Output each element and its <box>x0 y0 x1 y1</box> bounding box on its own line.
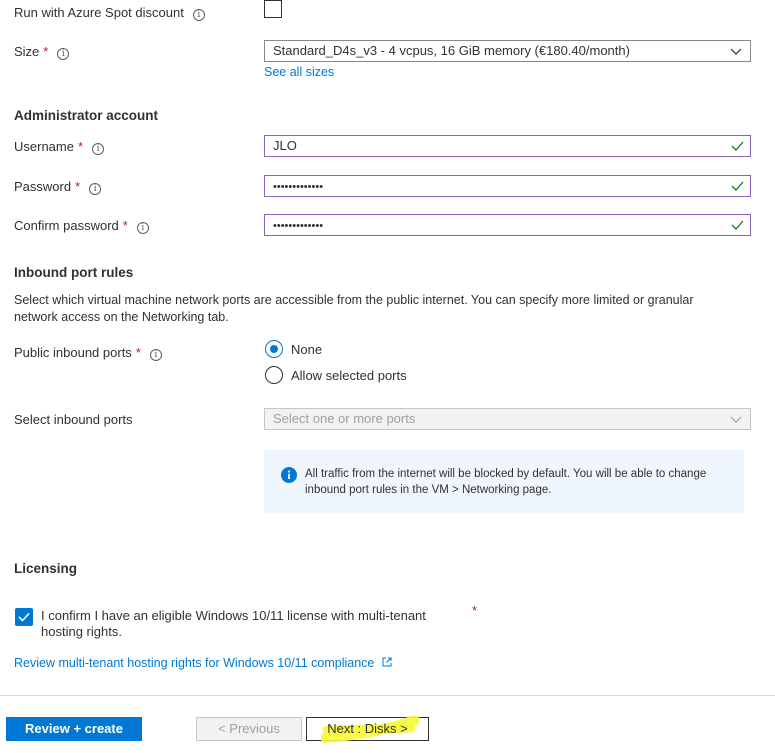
radio-none[interactable] <box>265 340 283 358</box>
size-select[interactable] <box>264 40 751 62</box>
inbound-description: Select which virtual machine network ports are accessible from the public internet. You can specify more limited or granular network access on the Networking tab. <box>14 293 694 324</box>
radio-allow-selected-ports-label[interactable]: Allow selected ports <box>291 368 407 383</box>
public-inbound-ports-label-text: Public inbound ports <box>14 345 132 360</box>
required-mark: * <box>43 44 49 59</box>
info-filled-icon <box>281 467 297 483</box>
license-confirm-checkbox[interactable] <box>15 608 33 626</box>
see-all-sizes-link[interactable]: See all sizes <box>264 65 335 79</box>
info-icon[interactable]: i <box>57 48 69 60</box>
size-label-text: Size <box>14 44 40 59</box>
info-banner-text: All traffic from the internet will be blocked by default. You will be able to change inbound port rules in the VM > Networking page. <box>305 468 707 496</box>
info-banner <box>264 450 744 513</box>
confirm-password-value: ••••••••••••• <box>273 220 324 232</box>
select-inbound-ports-label: Select inbound ports <box>14 412 133 427</box>
info-icon[interactable]: i <box>92 143 104 155</box>
confirm-password-label-text: Confirm password <box>14 218 119 233</box>
chevron-down-icon <box>730 414 742 424</box>
password-label <box>14 179 101 195</box>
public-inbound-ports-label <box>14 345 162 361</box>
required-mark: * <box>135 345 141 360</box>
checkmark-icon <box>18 612 30 622</box>
confirm-password-label <box>14 218 149 234</box>
select-inbound-ports-select[interactable] <box>264 408 751 430</box>
licensing-section-title: Licensing <box>14 561 78 576</box>
confirm-password-input[interactable] <box>264 214 751 236</box>
previous-button[interactable]: < Previous <box>196 717 302 741</box>
review-create-button[interactable]: Review + create <box>6 717 142 741</box>
checkmark-icon <box>731 181 744 191</box>
radio-allow-selected-ports[interactable] <box>265 366 283 384</box>
info-icon[interactable]: i <box>193 9 205 21</box>
username-label-text: Username <box>14 139 74 154</box>
next-disks-button[interactable] <box>306 717 429 741</box>
info-icon[interactable]: i <box>89 183 101 195</box>
external-link-icon <box>382 657 392 667</box>
spot-discount-label <box>14 5 205 21</box>
review-hosting-rights-link[interactable] <box>14 656 392 670</box>
chevron-down-icon <box>730 46 742 56</box>
required-mark: * <box>472 603 478 618</box>
size-label <box>14 44 69 60</box>
username-input[interactable] <box>264 135 751 157</box>
review-hosting-rights-link-text[interactable]: Review multi-tenant hosting rights for Windows 10/11 compliance <box>14 656 375 670</box>
inbound-section-title: Inbound port rules <box>14 265 134 280</box>
password-input[interactable] <box>264 175 751 197</box>
license-confirm-text: I confirm I have an eligible Windows 10/11 license with multi-tenant hosting rights. <box>41 608 426 639</box>
spot-discount-checkbox[interactable] <box>264 0 282 18</box>
checkmark-icon <box>731 141 744 151</box>
required-mark: * <box>75 179 81 194</box>
info-icon[interactable]: i <box>150 349 162 361</box>
username-value: JLO <box>273 138 297 153</box>
required-mark: * <box>122 218 128 233</box>
select-inbound-ports-placeholder: Select one or more ports <box>273 411 416 426</box>
spot-discount-label-text: Run with Azure Spot discount <box>14 5 184 20</box>
password-label-text: Password <box>14 179 72 194</box>
info-icon[interactable]: i <box>137 222 149 234</box>
admin-section-title: Administrator account <box>14 108 159 123</box>
next-disks-label: Next : Disks > <box>327 721 408 736</box>
checkmark-icon <box>731 220 744 230</box>
footer-divider <box>0 695 775 696</box>
password-value: ••••••••••••• <box>273 181 324 193</box>
required-mark: * <box>77 139 84 154</box>
radio-none-label[interactable]: None <box>291 342 323 357</box>
size-select-value: Standard_D4s_v3 - 4 vcpus, 16 GiB memory (€180.40/month) <box>273 43 630 58</box>
username-label <box>14 139 104 155</box>
